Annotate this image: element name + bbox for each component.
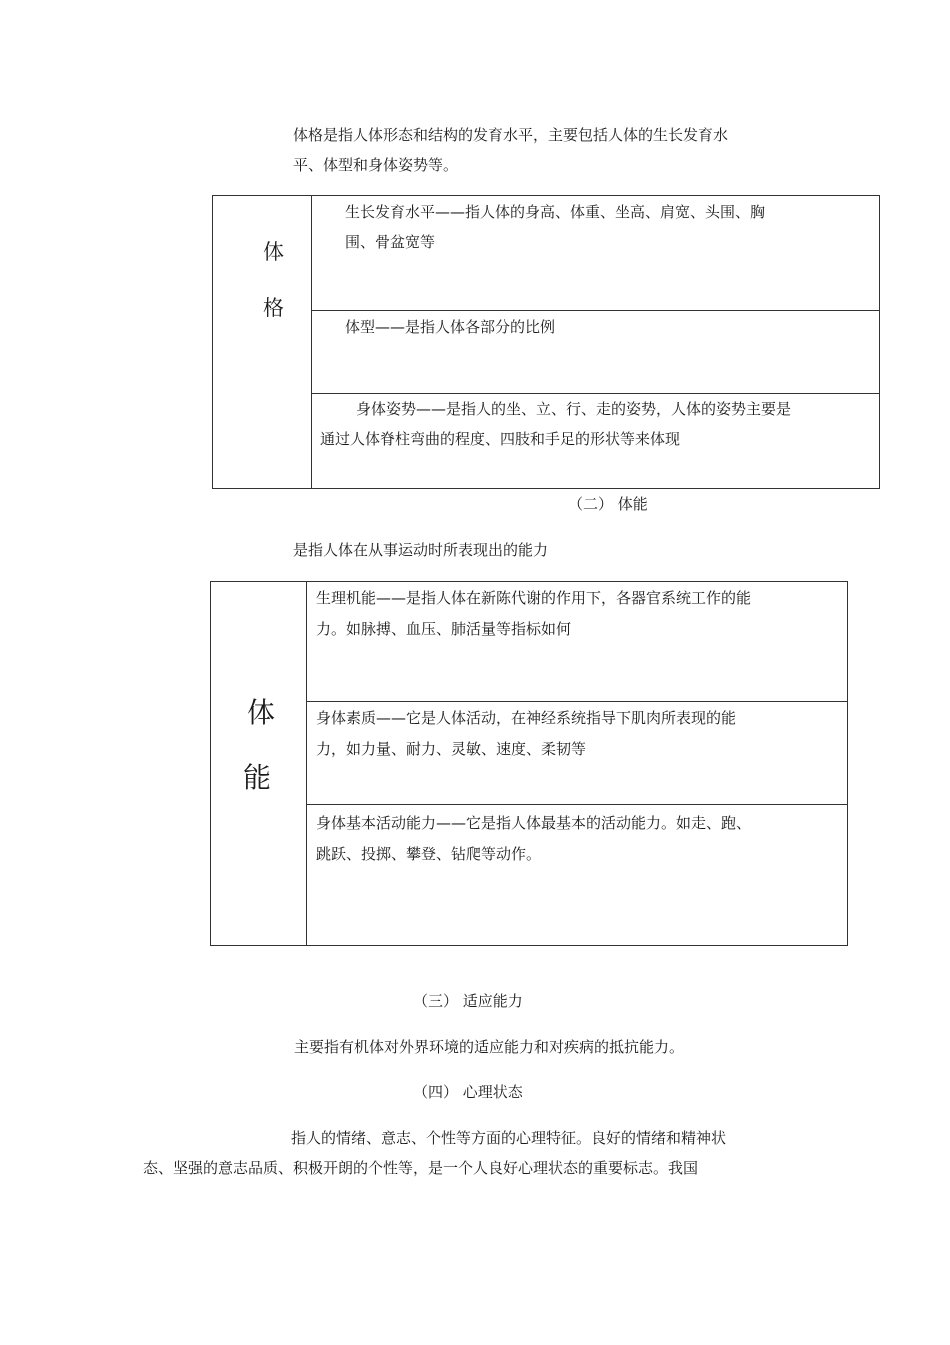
fitness-table <box>210 581 848 946</box>
section-3-desc: 主要指有机体对外界环境的适应能力和对疾病的抵抗能力。 <box>294 1038 685 1056</box>
fitness-row-3-line-1: 身体基本活动能力——它是指人体最基本的活动能力。如走、跑、 <box>316 814 752 832</box>
fitness-row-1-line-1: 生理机能——是指人体在新陈代谢的作用下，各器官系统工作的能 <box>316 589 752 607</box>
section-4-line-2: 态、坚强的意志品质、积极开朗的个性等，是一个人良好心理状态的重要标志。我国 <box>143 1159 699 1177</box>
physique-row-1-line-2: 围、骨盆宽等 <box>345 233 436 251</box>
fitness-row-2-line-1: 身体素质——它是人体活动，在神经系统指导下肌肉所表现的能 <box>316 709 737 727</box>
fitness-row-2-line-2: 力，如力量、耐力、灵敏、速度、柔韧等 <box>316 740 587 758</box>
physique-row-3-line-1: 身体姿势——是指人的坐、立、行、走的姿势，人体的姿势主要是 <box>356 400 792 418</box>
section-2-heading: （二） 体能 <box>568 495 648 513</box>
physique-label-char-1: 体 <box>263 240 284 264</box>
fitness-label-char-2: 能 <box>243 761 272 794</box>
section-3-heading: （三） 适应能力 <box>413 992 523 1010</box>
fitness-row-1-line-2: 力。如脉搏、血压、肺活量等指标如何 <box>316 620 572 638</box>
physique-label-char-2: 格 <box>263 296 284 320</box>
intro-line-2: 平、体型和身体姿势等。 <box>293 156 459 174</box>
physique-row-2-line-1: 体型——是指人体各部分的比例 <box>345 318 556 336</box>
fitness-label-char-1: 体 <box>247 696 276 729</box>
section-4-line-1: 指人的情绪、意志、个性等方面的心理特征。良好的情绪和精神状 <box>291 1129 727 1147</box>
physique-row-3-line-2: 通过人体脊柱弯曲的程度、四肢和手足的形状等来体现 <box>320 430 681 448</box>
fitness-row-3-line-2: 跳跃、投掷、攀登、钻爬等动作。 <box>316 845 542 863</box>
physique-table <box>212 195 880 489</box>
intro-line-1: 体格是指人体形态和结构的发育水平，主要包括人体的生长发育水 <box>293 126 729 144</box>
section-2-desc: 是指人体在从事运动时所表现出的能力 <box>293 541 549 559</box>
physique-row-1-line-1: 生长发育水平——指人体的身高、体重、坐高、肩宽、头围、胸 <box>345 203 766 221</box>
section-4-heading: （四） 心理状态 <box>413 1083 523 1101</box>
